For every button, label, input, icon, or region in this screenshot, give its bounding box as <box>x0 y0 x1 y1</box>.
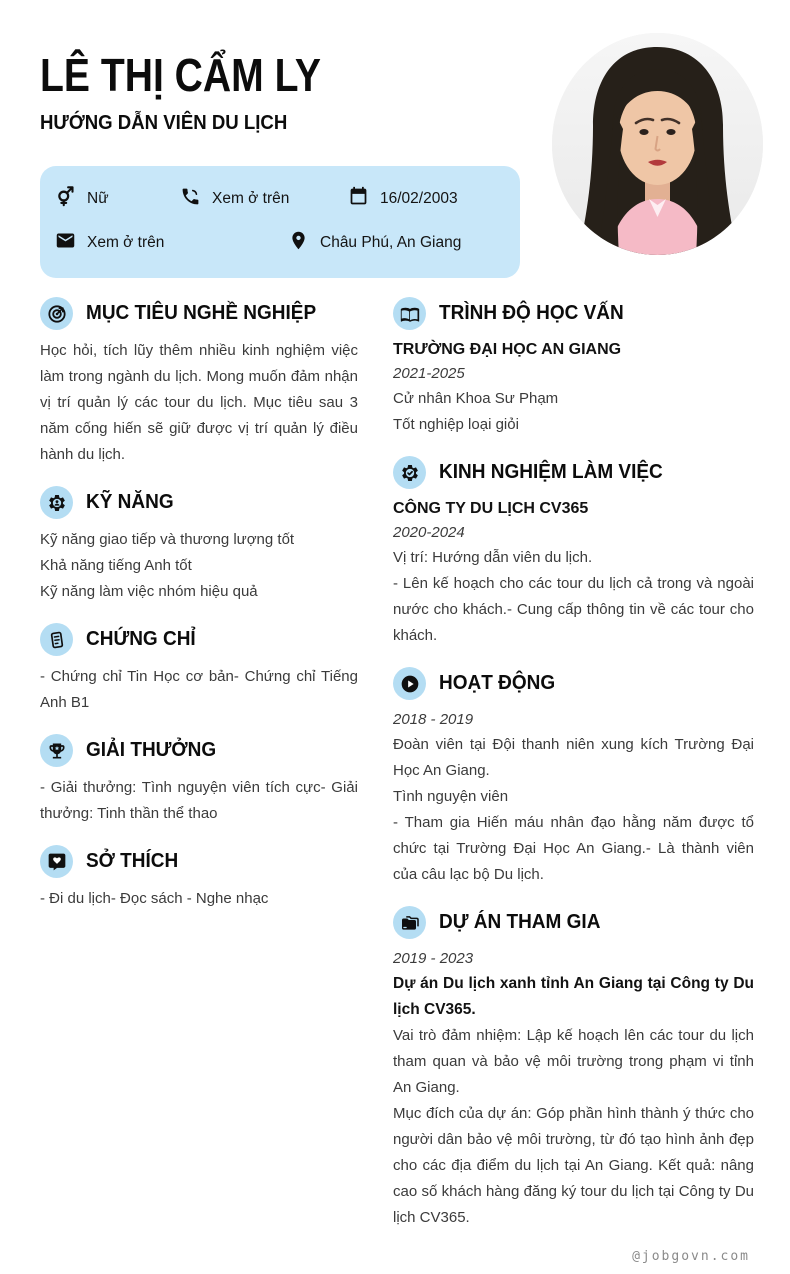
info-gender <box>55 187 109 211</box>
phone-icon <box>180 186 201 212</box>
section-experience <box>393 456 754 649</box>
candidate-name: LÊ THỊ CẨM LY <box>40 49 321 101</box>
gender-icon <box>55 186 76 212</box>
info-birthday-value: 16/02/2003 <box>380 190 458 207</box>
education-line: Tốt nghiệp loại giỏi <box>393 416 519 433</box>
activities-period: 2018 - 2019 <box>393 711 474 728</box>
section-activities <box>393 667 754 888</box>
location-pin-icon <box>288 230 309 256</box>
objective-heading: MỤC TIÊU NGHỀ NGHIỆP <box>86 302 317 324</box>
section-projects <box>393 906 754 1231</box>
info-birthday <box>348 187 458 211</box>
project-name: Dự án Du lịch xanh tỉnh An Giang tại Công ty Du lịch CV365. <box>393 975 754 1018</box>
folders-icon <box>393 906 426 939</box>
education-line: Cử nhân Khoa Sư Phạm <box>393 390 559 407</box>
certificates-body: - Chứng chỉ Tin Học cơ bản- Chứng chỉ Tiếng Anh B1 <box>40 668 358 711</box>
projects-period: 2019 - 2023 <box>393 950 474 967</box>
candidate-job-title: HƯỚNG DẪN VIÊN DU LỊCH <box>40 112 288 134</box>
hobbies-body: - Đi du lịch- Đọc sách - Nghe nhạc <box>40 890 269 907</box>
email-icon <box>55 230 76 256</box>
right-column <box>393 297 754 1249</box>
skills-heading: KỸ NĂNG <box>86 491 174 513</box>
project-role: Vai trò đảm nhiệm: Lập kế hoạch lên các tour du lịch tham quan và bảo vệ môi trường trong phạm vi tỉnh An Giang. <box>393 1027 754 1096</box>
activities-line: Đoàn viên tại Đội thanh niên xung kích Trường Đại Học An Giang. <box>393 736 754 779</box>
info-phone-value: Xem ở trên <box>212 190 290 207</box>
activities-line: - Tham gia Hiến máu nhân đạo hằng năm được tổ chức tại Trường Đại Học An Giang.- Là thành viên của câu lạc bộ Du lịch. <box>393 814 754 883</box>
education-heading: TRÌNH ĐỘ HỌC VẤN <box>439 302 624 324</box>
calendar-icon <box>348 186 369 212</box>
info-address <box>288 231 461 255</box>
awards-body: - Giải thưởng: Tình nguyện viên tích cực- Giải thưởng: Tinh thần thể thao <box>40 779 358 822</box>
experience-period: 2020-2024 <box>393 524 465 541</box>
objective-body: Học hỏi, tích lũy thêm nhiều kinh nghiệm việc làm trong ngành du lịch. Mong muốn đảm nhận vị trí quản lý các tour du lịch. Mục tiêu sau 3 năm cống hiến sẽ giữ được vị trí quản lý điều hành du lịch. <box>40 342 358 463</box>
open-book-icon <box>393 297 426 330</box>
info-gender-value: Nữ <box>87 190 109 207</box>
experience-position: Vị trí: Hướng dẫn viên du lịch. <box>393 549 593 566</box>
info-phone <box>180 187 289 211</box>
target-icon <box>40 297 73 330</box>
section-objective <box>40 297 358 468</box>
experience-heading: KINH NGHIỆM LÀM VIỆC <box>439 461 663 483</box>
experience-body: - Lên kế hoạch cho các tour du lịch cả trong và ngoài nước cho khách.- Cung cấp thông tin về các tour cho khách. <box>393 575 754 644</box>
left-column <box>40 297 358 930</box>
contact-info-box <box>40 166 520 278</box>
education-period: 2021-2025 <box>393 365 465 382</box>
gear-check-icon <box>393 456 426 489</box>
info-address-value: Châu Phú, An Giang <box>320 234 462 251</box>
section-awards <box>40 734 358 827</box>
profile-photo-illustration <box>552 33 763 255</box>
skill-item: Khả năng tiếng Anh tốt <box>40 557 192 574</box>
trophy-icon <box>40 734 73 767</box>
section-certificates <box>40 623 358 716</box>
info-email-value: Xem ở trên <box>87 234 165 251</box>
info-email <box>55 231 164 255</box>
activities-line: Tình nguyện viên <box>393 788 509 805</box>
section-education <box>393 297 754 438</box>
section-hobbies <box>40 845 358 912</box>
play-icon <box>393 667 426 700</box>
awards-heading: GIẢI THƯỞNG <box>86 739 217 761</box>
project-purpose: Mục đích của dự án: Góp phần hình thành ý thức cho người dân bảo vệ môi trường, từ đó tạo hình ảnh đẹp cho các địa điểm du lịch tại An Giang. Kết quả: nâng cao số khách hàng đăng ký tour du lịch tại Công ty Du lịch CV365. <box>393 1105 754 1226</box>
profile-photo <box>552 33 763 255</box>
certificate-icon <box>40 623 73 656</box>
hobbies-heading: SỞ THÍCH <box>86 850 179 872</box>
projects-heading: DỰ ÁN THAM GIA <box>439 911 601 933</box>
section-skills <box>40 486 358 605</box>
skill-item: Kỹ năng giao tiếp và thương lượng tốt <box>40 531 295 548</box>
watermark: @jobgovn.com <box>632 1249 750 1264</box>
heart-chat-icon <box>40 845 73 878</box>
education-school: TRƯỜNG ĐẠI HỌC AN GIANG <box>393 341 622 358</box>
gear-person-icon <box>40 486 73 519</box>
skill-item: Kỹ năng làm việc nhóm hiệu quả <box>40 583 258 600</box>
certificates-heading: CHỨNG CHỈ <box>86 628 196 650</box>
experience-company: CÔNG TY DU LỊCH CV365 <box>393 500 589 517</box>
activities-heading: HOẠT ĐỘNG <box>439 672 556 694</box>
